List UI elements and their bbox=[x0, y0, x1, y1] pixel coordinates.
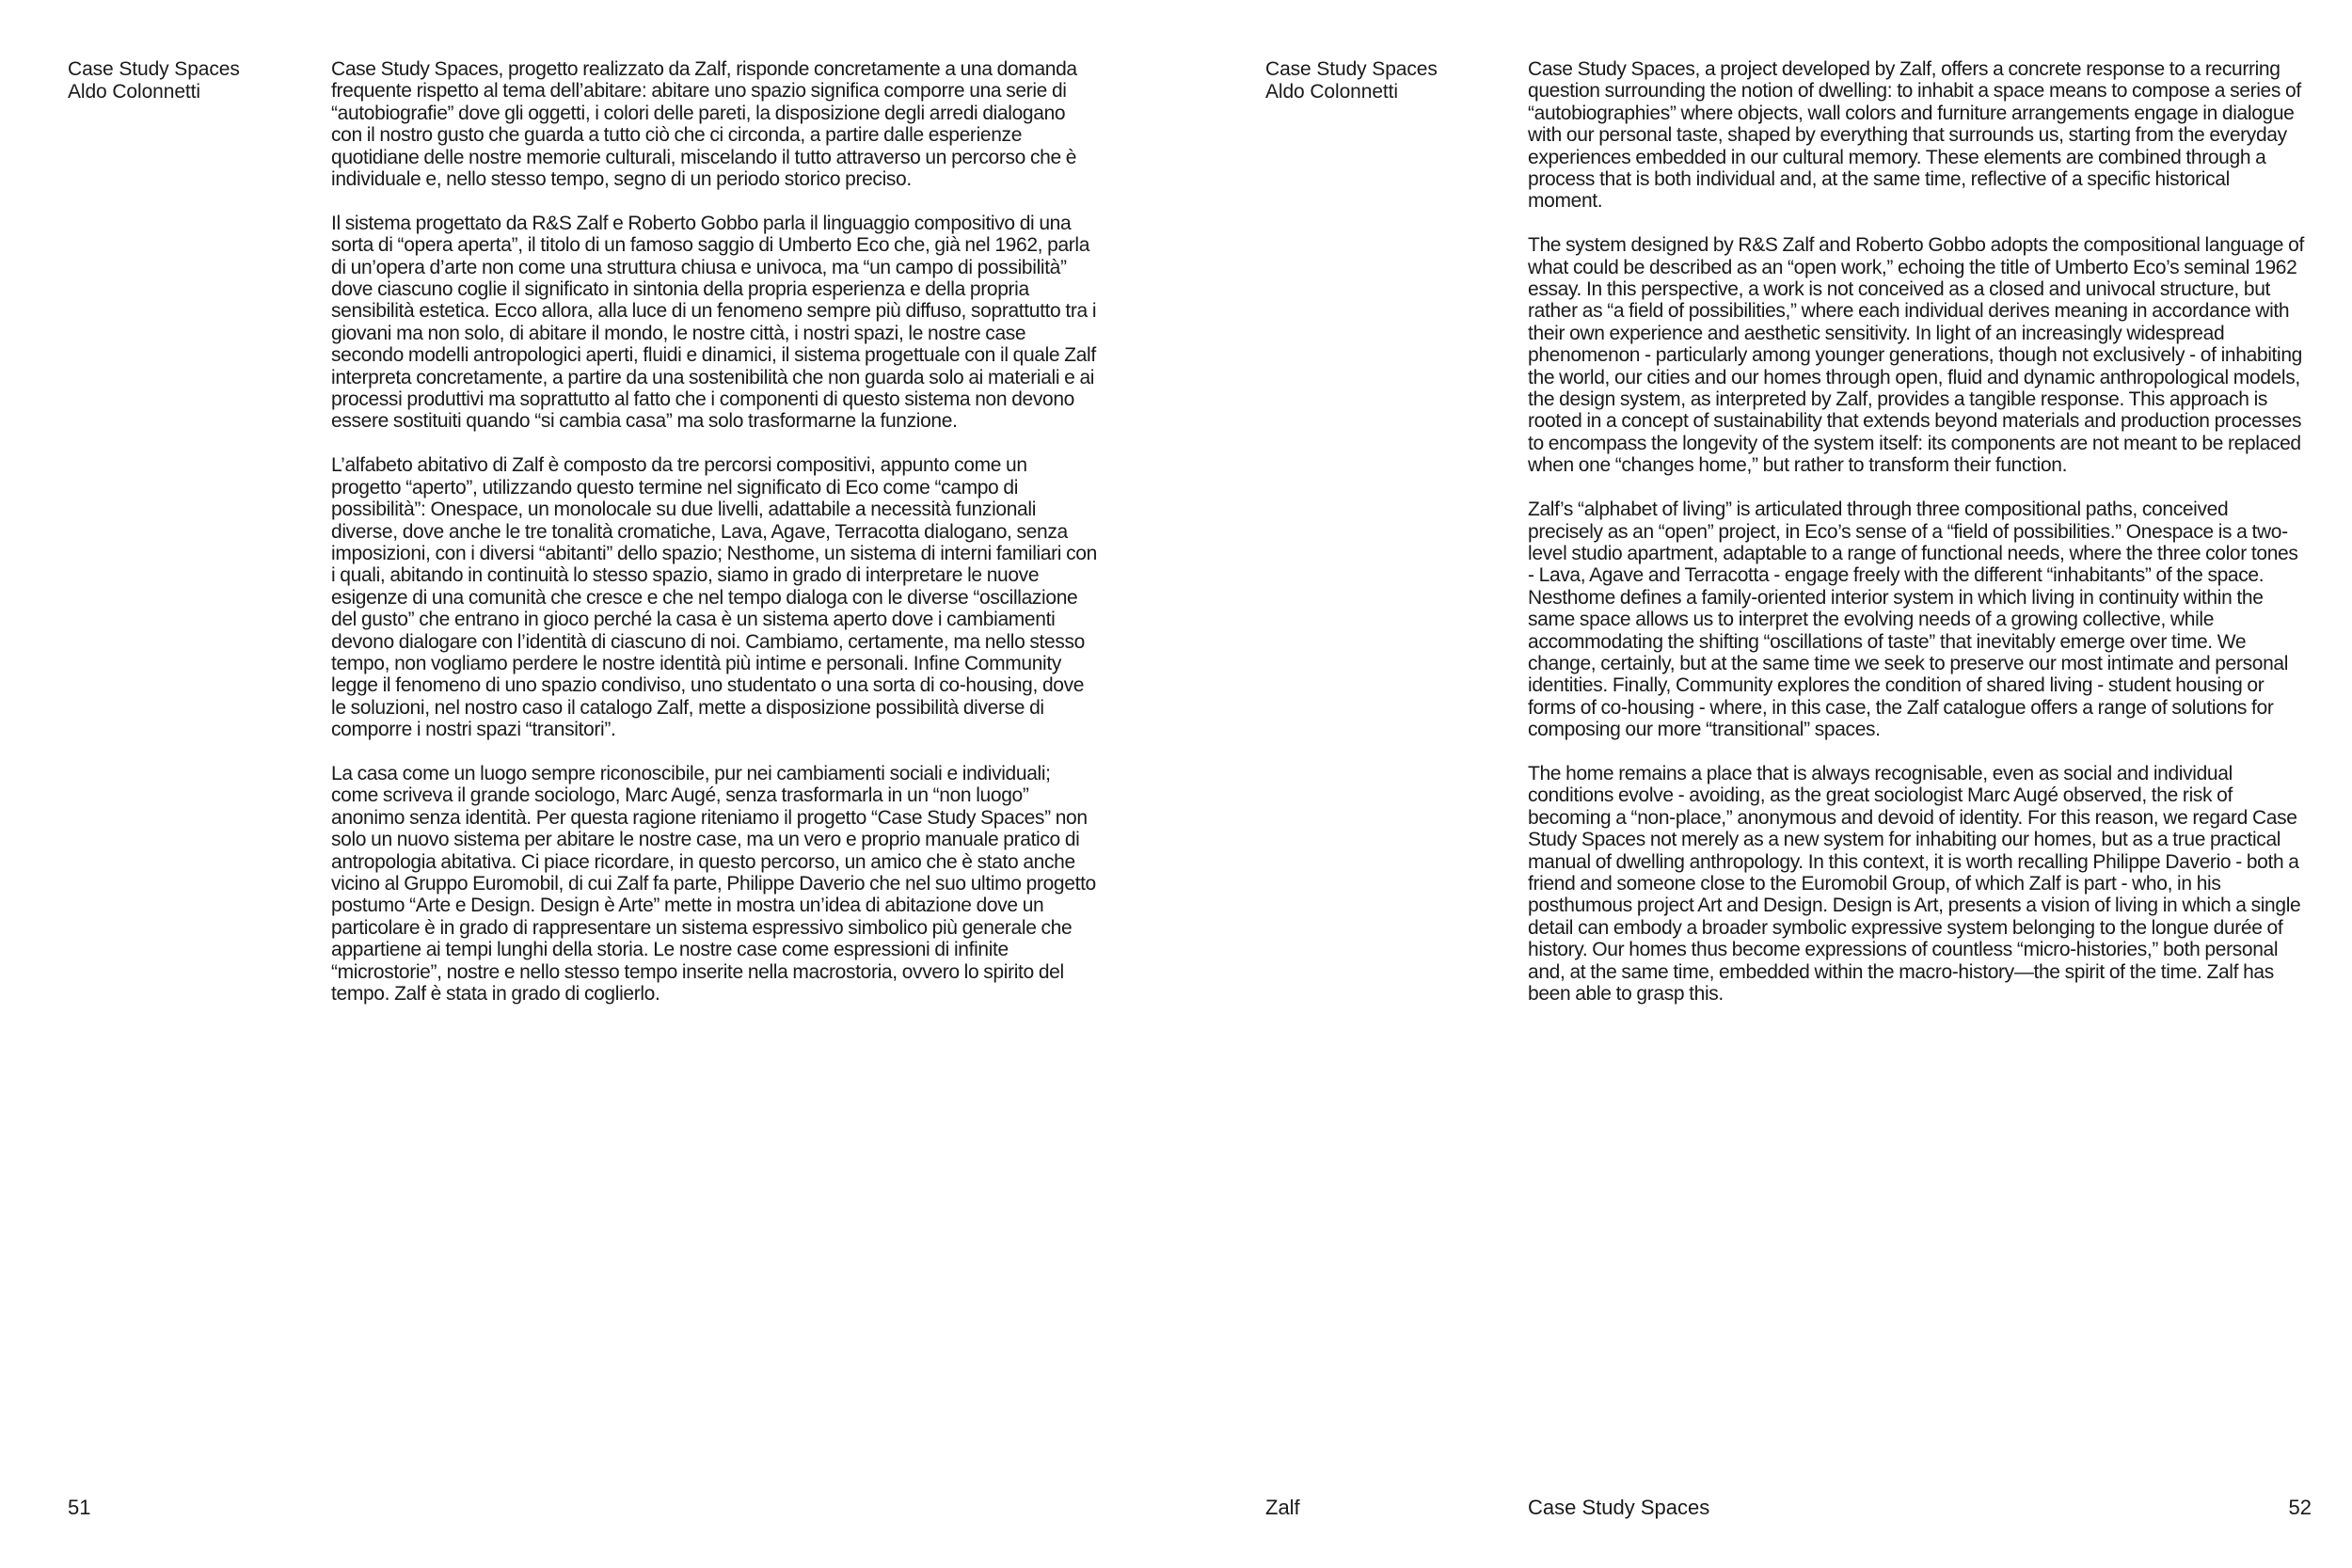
left-paragraph-1: Case Study Spaces, progetto realizzato da Zalf, risponde concretamente a una domanda frequente rispetto al tema dell’abitare: abitare uno spazio significa comporre una serie di “autobiografie” dove gli oggetti, i colori delle pareti, la disposizione degli arredi dialogano con il nostro gusto che guarda a tutto ciò che ci circonda, a partire dalle esperienze quotidiane delle nostre memorie culturali, miscelando il tutto attraverso un percorso che è individuale e, nello stesso tempo, segno di un periodo storico preciso. bbox=[331, 58, 1077, 191]
right-body-text-english bbox=[1528, 58, 2307, 1027]
left-label-title: Case Study Spaces bbox=[68, 58, 240, 80]
left-paragraph-4: La casa come un luogo sempre riconoscibile, pur nei cambiamenti sociali e individuali; come scriveva il grande sociologo, Marc Augé, senza trasformarla in un “non luogo” anonimo senza identità. Per questa ragione riteniamo il progetto “Case Study Spaces” non solo un nuovo sistema per abitare le nostre case, ma un vero e proprio manuale pratico di antropologia abitativa. Ci piace ricordare, in questo percorso, un amico che è stato anche vicino al Gruppo Euromobil, di cui Zalf fa parte, Philippe Daverio che nel suo ultimo progetto postumo “Arte e Design. Design è Arte” mette in mostra un’idea di abitazione dove un particolare è in grado di rappresentare un sistema espressivo simbolico più generale che appartiene ai tempi lunghi della storia. Le nostre case come espressioni di infinite “microstorie”, nostre e nello stesso tempo inserite nella macrostoria, ovvero lo spirito del tempo. Zalf è stata in grado di coglierlo. bbox=[331, 762, 1096, 1006]
left-label-author: Aldo Colonnetti bbox=[68, 80, 200, 103]
footer-brand: Zalf bbox=[1265, 1496, 1300, 1519]
footer-section-title: Case Study Spaces bbox=[1528, 1496, 1710, 1519]
left-running-label bbox=[68, 58, 240, 103]
right-page-number: 52 bbox=[2288, 1496, 2312, 1519]
right-page bbox=[1176, 0, 2352, 1568]
right-label-author: Aldo Colonnetti bbox=[1265, 80, 1398, 103]
left-page-number: 51 bbox=[68, 1496, 91, 1519]
right-paragraph-1: Case Study Spaces, a project developed by Zalf, offers a concrete response to a recurring question surrounding the notion of dwelling: to inhabit a space means to compose a series of “autobiographies” where objects, wall colors and furniture arrangements engage in dialogue with our personal taste, shaped by everything that surrounds us, starting from the everyday experiences embedded in our cultural memory. These elements are combined through a process that is both individual and, at the same time, reflective of a specific historical moment. bbox=[1528, 58, 2301, 213]
right-paragraph-3: Zalf’s “alphabet of living” is articulated through three compositional paths, conceived precisely as an “open” project, in Eco’s sense of a “field of possibilities.” Onespace is a two-level studio apartment, adaptable to a range of functional needs, where the three color tones - Lava, Agave and Terracotta - engage freely with the different “inhabitants” of the space. Nesthome defines a family-oriented interior system in which living in continuity within the same space allows us to interpret the evolving needs of a growing collective, while accommodating the shifting “oscillations of taste” that inevitably emerge over time. We change, certainly, but at the same time we seek to preserve our most intimate and personal identities. Finally, Community explores the condition of shared living - student housing or forms of co-housing - where, in this case, the Zalf catalogue offers a range of solutions for composing our more “transitional” spaces. bbox=[1528, 499, 2298, 741]
right-paragraph-2: The system designed by R&S Zalf and Roberto Gobbo adopts the compositional language of what could be described as an “open work,” echoing the title of Umberto Eco’s seminal 1962 essay. In this perspective, a work is not conceived as a closed and univocal structure, but rather as “a field of possibilities,” where each individual derives meaning in accordance with their own experience and aesthetic sensitivity. In light of an increasingly widespread phenomenon - particularly among younger generations, though not exclusively - of inhabiting the world, our cities and our homes through open, fluid and dynamic anthropological models, the design system, as interpreted by Zalf, provides a tangible response. This approach is rooted in a concept of sustainability that extends beyond materials and production processes to encompass the longevity of the system itself: its components are not meant to be replaced when one “changes home,” but rather to transform their function. bbox=[1528, 234, 2304, 477]
right-label-title: Case Study Spaces bbox=[1265, 58, 1438, 80]
right-paragraph-4: The home remains a place that is always recognisable, even as social and individual conditions evolve - avoiding, as the great sociologist Marc Augé observed, the risk of becoming a “non-place,” anonymous and devoid of identity. For this reason, we regard Case Study Spaces not merely as a new system for inhabiting our homes, but as a true practical manual of dwelling anthropology. In this context, it is worth recalling Philippe Daverio - both a friend and someone close to the Euromobil Group, of which Zalf is part - who, in his posthumous project Art and Design. Design is Art, presents a vision of living in which a single detail can embody a broader symbolic expressive system belonging to the longue durée of history. Our homes thus become expressions of countless “micro-histories,” both personal and, at the same time, embedded within the macro-history—the spirit of the time. Zalf has been able to grasp this. bbox=[1528, 762, 2301, 1006]
left-paragraph-3: L’alfabeto abitativo di Zalf è composto da tre percorsi compositivi, appunto come un progetto “aperto”, utilizzando questo termine nel significato di Eco come “campo di possibilità”: Onespace, un monolocale su due livelli, adattabile a necessità funzionali diverse, dove anche le tre tonalità cromatiche, Lava, Agave, Terracotta dialogano, senza imposizioni, con i diversi “abitanti” dello spazio; Nesthome, un sistema di interni familiari con i quali, abitando in continuità lo stesso spazio, siamo in grado di interpretare le nuove esigenze di una comunità che cresce e che nel tempo dialoga con le diverse “oscillazione del gusto” che entrano in gioco perché la casa è un sistema aperto dove i cambiamenti devono dialogare con l’identità di ciascuno di noi. Cambiamo, certamente, ma nello stesso tempo, non vogliamo perdere le nostre identità più intime e personali. Infine Community legge il fenomeno di uno spazio condiviso, uno studentato o una sorta di co-housing, dove le soluzioni, nel nostro caso il catalogo Zalf, mette a disposizione possibilità diverse di comporre i nostri spazi “transitori”. bbox=[331, 454, 1097, 741]
left-paragraph-2: Il sistema progettato da R&S Zalf e Roberto Gobbo parla il linguaggio compositivo di una sorta di “opera aperta”, il titolo di un famoso saggio di Umberto Eco che, già nel 1962, parla di un’opera d’arte non come una struttura chiusa e univoca, ma “un campo di possibilità” dove ciascuno coglie il significato in sintonia della propria esperienza e della propria sensibilità estetica. Ecco allora, alla luce di un fenomeno sempre più diffuso, soprattutto tra i giovani ma non solo, di abitare il mondo, le nostre città, i nostri spazi, le nostre case secondo modelli antropologici aperti, fluidi e dinamici, il sistema progettuale con il quale Zalf interpreta concretamente, a partire da una sostenibilità che non guarda solo ai materiali e ai processi produttivi ma soprattutto al fatto che i componenti di questo sistema non devono essere sostituiti quando “si cambia casa” ma solo trasformarne la funzione. bbox=[331, 212, 1097, 433]
left-body-text-italian bbox=[331, 58, 1101, 1027]
right-running-label bbox=[1265, 58, 1438, 103]
